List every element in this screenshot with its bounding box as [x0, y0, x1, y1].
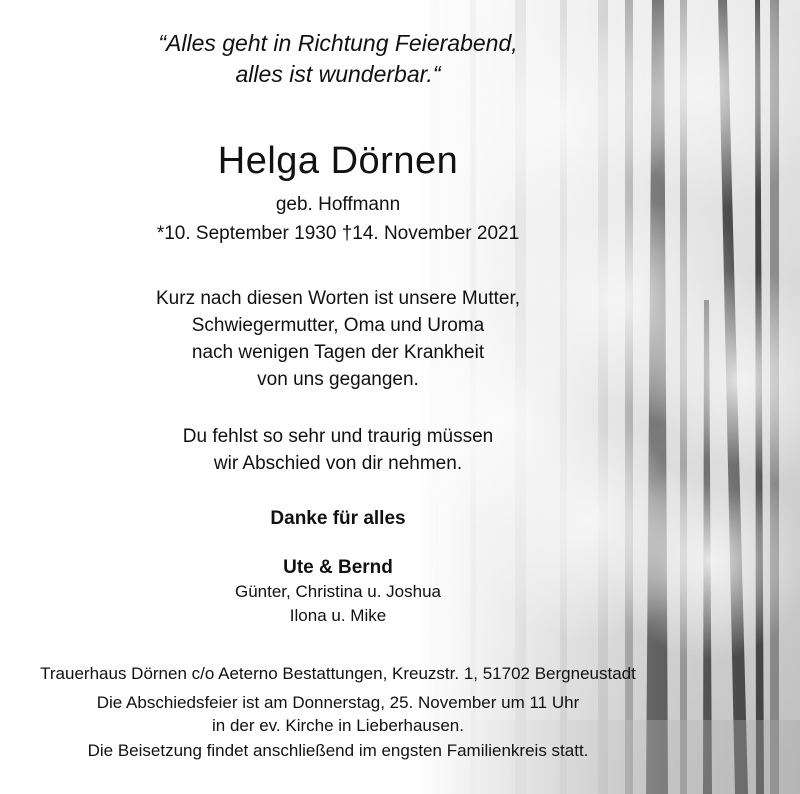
- message-line: Kurz nach diesen Worten ist unsere Mutter,: [156, 288, 520, 309]
- funeral-home-address: Trauerhaus Dörnen c/o Aeterno Bestattungen, Kreuzstr. 1, 51702 Bergneustadt: [40, 664, 636, 683]
- birth-name: geb. Hoffmann: [275, 194, 401, 215]
- deceased-name: Helga Dörnen: [217, 140, 459, 182]
- burial-info: Die Beisetzung findet anschließend im engsten Familienkreis statt.: [87, 741, 589, 760]
- farewell-line: Du fehlst so sehr und traurig müssen: [182, 426, 494, 447]
- family-line: Günter, Christina u. Joshua: [234, 582, 441, 601]
- memorial-quote: “Alles geht in Richtung Feierabend, alles ist wunderbar.“: [158, 30, 518, 87]
- ceremony-info: Die Abschiedsfeier ist am Donnerstag, 25. November um 11 Uhr: [96, 693, 580, 712]
- family-line: Ilona u. Mike: [289, 606, 387, 625]
- ceremony-location: in der ev. Kirche in Lieberhausen.: [211, 716, 464, 735]
- message-line: Schwiegermutter, Oma und Uroma: [191, 315, 485, 336]
- thanks-line: Danke für alles: [270, 508, 406, 529]
- farewell-line: wir Abschied von dir nehmen.: [213, 453, 463, 474]
- life-dates: *10. September 1930 †14. November 2021: [156, 223, 520, 244]
- message-line: von uns gegangen.: [257, 369, 419, 390]
- message-line: nach wenigen Tagen der Krankheit: [191, 342, 485, 363]
- family-main: Ute & Bernd: [283, 557, 393, 578]
